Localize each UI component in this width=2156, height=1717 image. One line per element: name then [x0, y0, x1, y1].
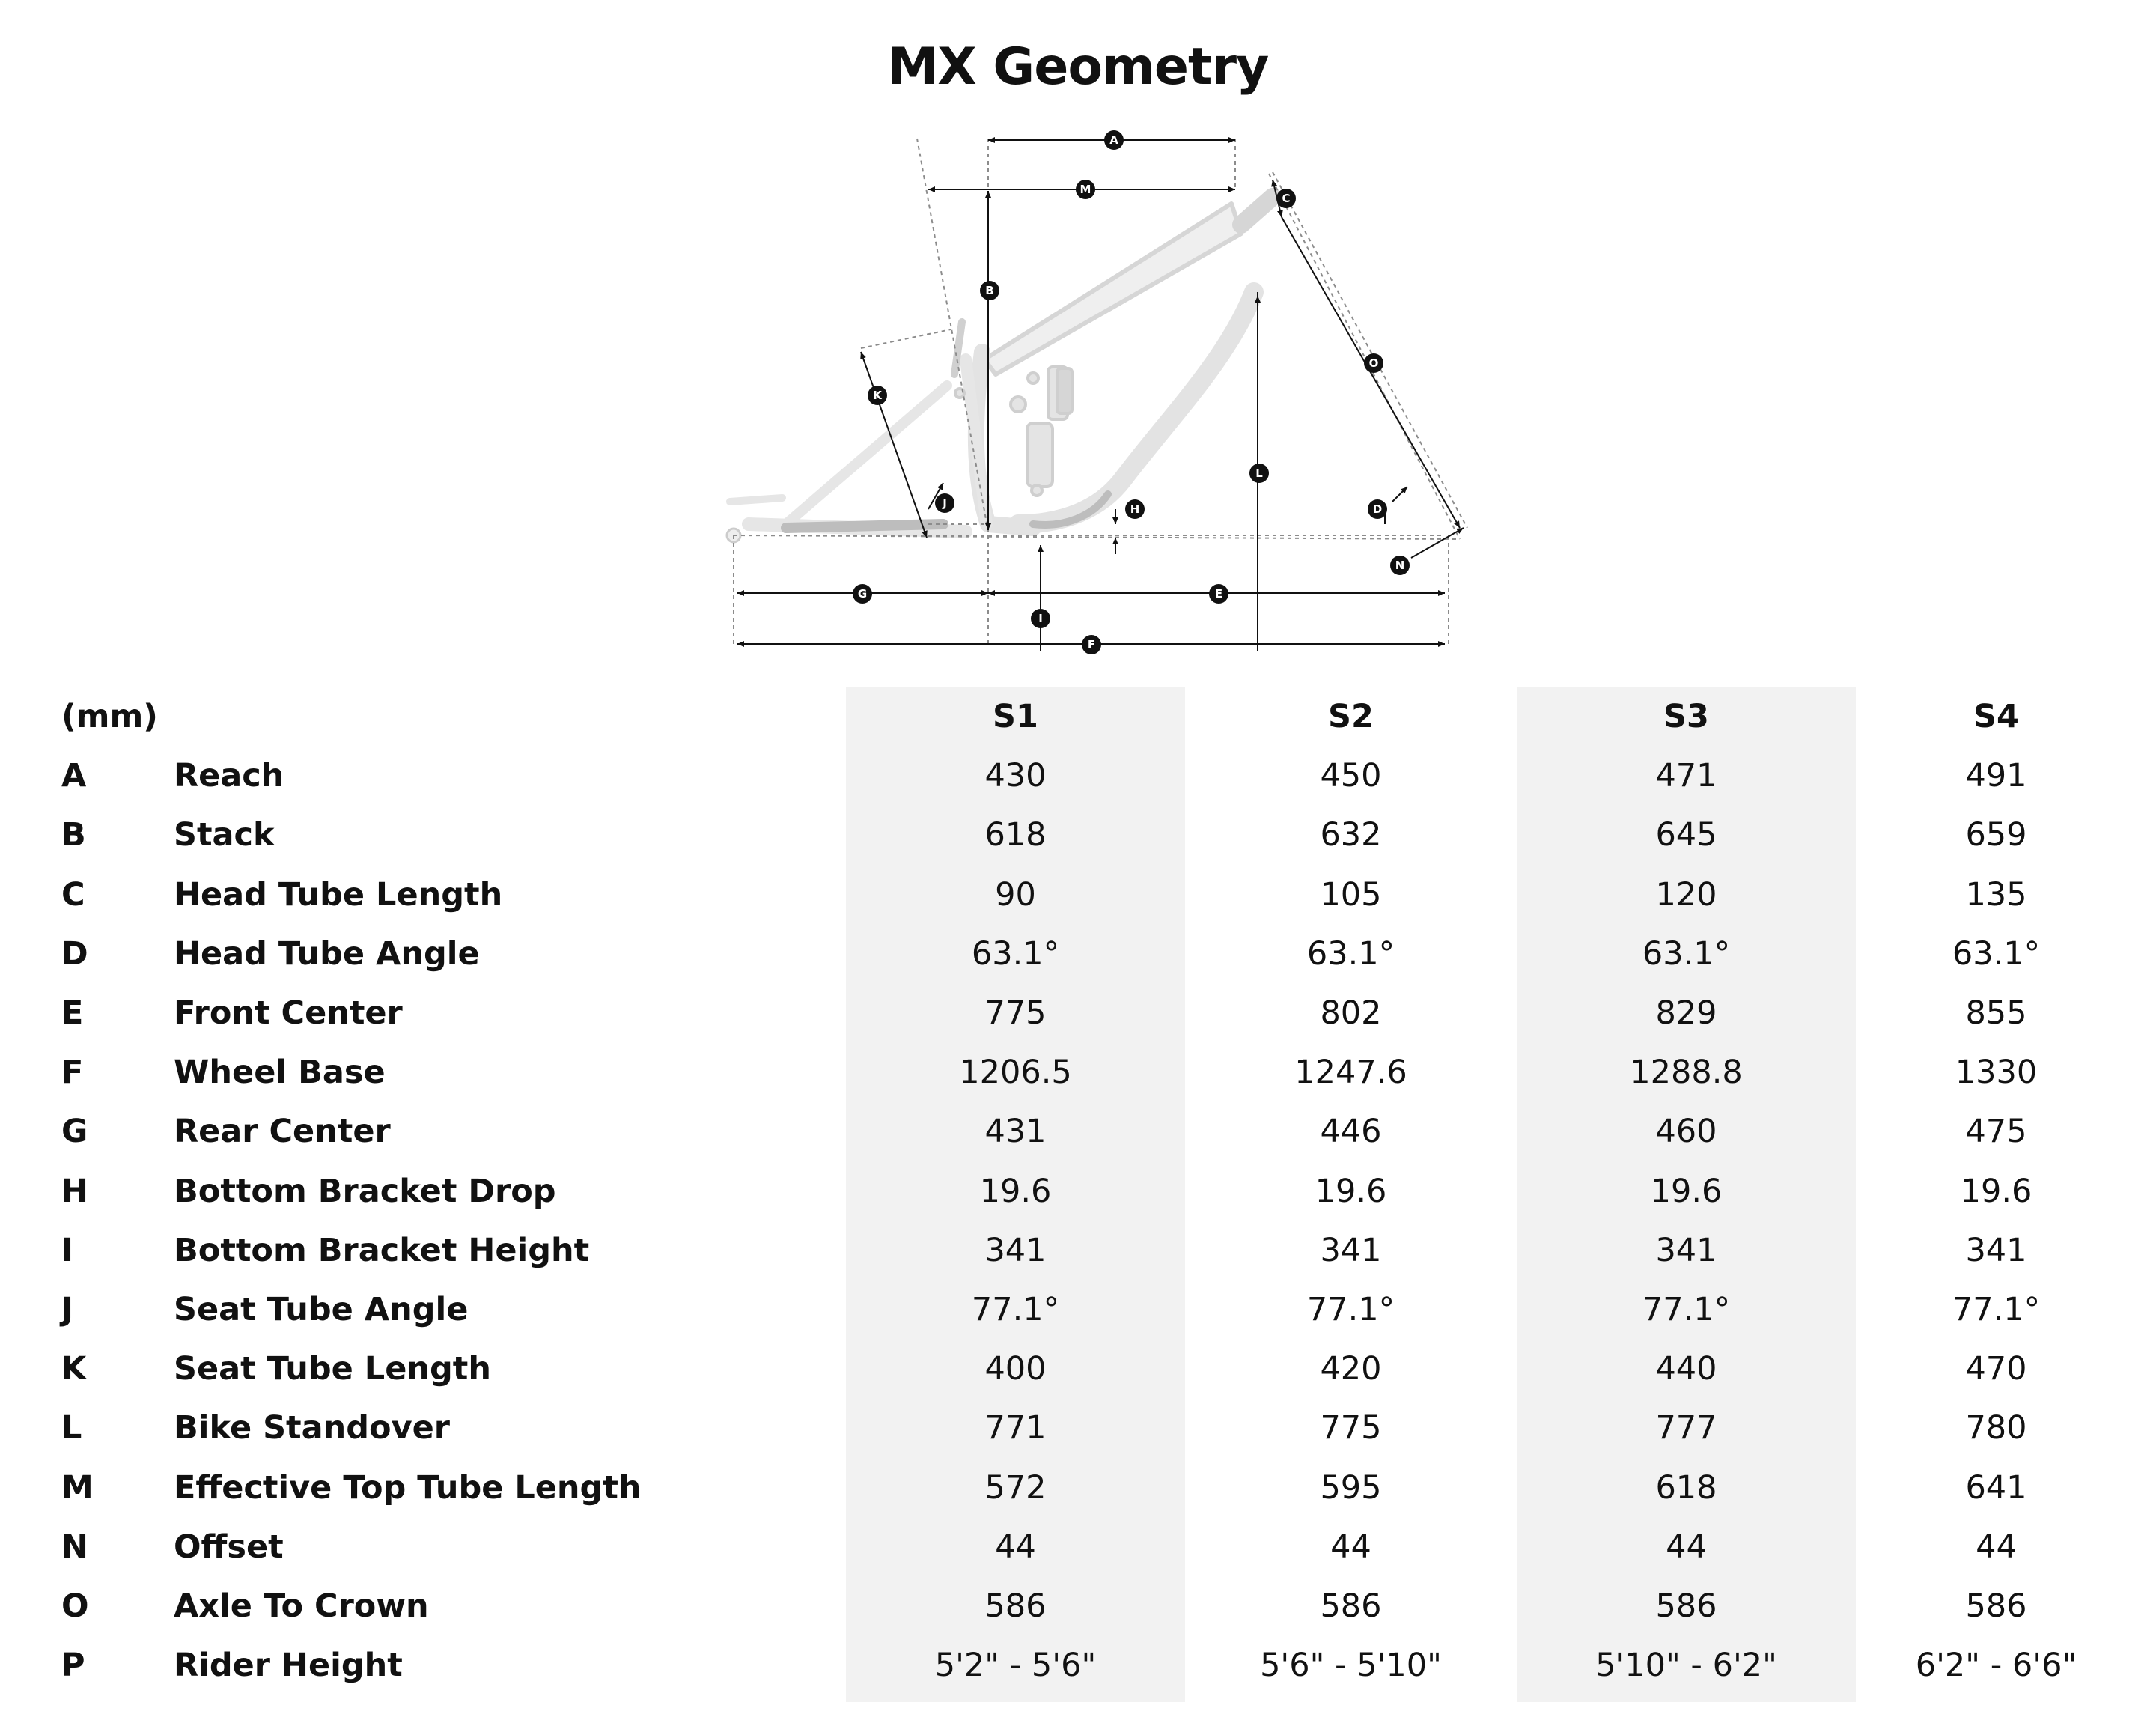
svg-text:E: E: [1214, 587, 1223, 601]
dimension-code: D: [61, 935, 88, 973]
value-s2: 77.1°: [1306, 1291, 1395, 1328]
value-s2: 595: [1320, 1469, 1382, 1507]
value-s4: 63.1°: [1952, 935, 2041, 973]
size-header-s1: S1: [993, 698, 1038, 735]
value-s3: 777: [1655, 1409, 1717, 1447]
svg-text:K: K: [873, 389, 882, 402]
dimension-code: G: [61, 1113, 88, 1150]
svg-text:M: M: [1079, 183, 1091, 196]
unit-header: (mm): [61, 698, 158, 735]
value-s2: 420: [1320, 1350, 1382, 1388]
size-header-s2: S2: [1328, 698, 1374, 735]
value-s3: 44: [1666, 1528, 1707, 1566]
value-s2: 341: [1320, 1232, 1382, 1269]
table-row: [0, 1636, 2156, 1695]
dimension-name: Reach: [174, 757, 284, 794]
table-row: [0, 1162, 2156, 1221]
value-s4: 780: [1965, 1409, 2027, 1447]
value-s4: 475: [1965, 1113, 2027, 1150]
dimension-code: M: [61, 1469, 94, 1507]
dimension-name: Axle To Crown: [174, 1587, 429, 1625]
value-s3: 829: [1655, 994, 1717, 1032]
value-s2: 105: [1320, 876, 1382, 914]
dimension-name: Offset: [174, 1528, 284, 1566]
dimension-code: A: [61, 757, 87, 794]
value-s1: 400: [984, 1350, 1047, 1388]
value-s1: 431: [984, 1113, 1047, 1150]
value-s4: 341: [1965, 1232, 2027, 1269]
value-s1: 63.1°: [971, 935, 1060, 973]
dimension-name: Bottom Bracket Height: [174, 1232, 590, 1269]
value-s4: 77.1°: [1952, 1291, 2041, 1328]
value-s1: 77.1°: [971, 1291, 1060, 1328]
table-row: [0, 866, 2156, 925]
dimension-name: Wheel Base: [174, 1054, 386, 1091]
label-n: [1390, 556, 1410, 575]
value-s2: 19.6: [1315, 1173, 1387, 1210]
value-s1: 775: [984, 994, 1047, 1032]
dimension-name: Bike Standover: [174, 1409, 450, 1447]
dimension-name: Seat Tube Length: [174, 1350, 491, 1388]
value-s1: 5'2" - 5'6": [934, 1647, 1097, 1684]
dimension-name: Stack: [174, 816, 275, 854]
value-s1: 430: [984, 757, 1047, 794]
dimension-code: H: [61, 1173, 88, 1210]
label-b: [980, 281, 999, 300]
dimension-code: K: [61, 1350, 87, 1388]
label-k: [868, 386, 887, 405]
value-s3: 645: [1655, 816, 1717, 854]
table-row: [0, 1280, 2156, 1340]
table-row: [0, 1102, 2156, 1161]
value-s3: 77.1°: [1642, 1291, 1731, 1328]
value-s2: 446: [1320, 1113, 1382, 1150]
value-s2: 1247.6: [1294, 1054, 1407, 1091]
value-s3: 5'10" - 6'2": [1595, 1647, 1777, 1684]
label-e: [1209, 584, 1228, 604]
value-s4: 19.6: [1960, 1173, 2032, 1210]
value-s2: 586: [1320, 1587, 1382, 1625]
svg-text:O: O: [1368, 356, 1379, 370]
value-s4: 6'2" - 6'6": [1915, 1647, 2077, 1684]
value-s4: 641: [1965, 1469, 2027, 1507]
dimension-name: Front Center: [174, 994, 403, 1032]
value-s3: 618: [1655, 1469, 1717, 1507]
value-s4: 135: [1965, 876, 2027, 914]
bike-geometry-diagram: [0, 0, 2156, 666]
value-s3: 440: [1655, 1350, 1717, 1388]
dimension-name: Seat Tube Angle: [174, 1291, 469, 1328]
label-d: [1368, 499, 1387, 519]
svg-text:A: A: [1109, 133, 1118, 147]
value-s2: 632: [1320, 816, 1382, 854]
label-i: [1031, 609, 1050, 628]
table-row: [0, 984, 2156, 1043]
dimension-code: F: [61, 1054, 84, 1091]
bike-frame: [730, 197, 1273, 532]
table-row: [0, 1577, 2156, 1636]
table-row: [0, 1340, 2156, 1399]
svg-text:F: F: [1087, 638, 1096, 651]
dimension-lines: [737, 140, 1464, 651]
reference-lines: [734, 139, 1467, 644]
label-l: [1249, 464, 1269, 483]
value-s1: 1206.5: [959, 1054, 1072, 1091]
label-h: [1125, 499, 1145, 519]
value-s3: 586: [1655, 1587, 1717, 1625]
svg-text:C: C: [1282, 192, 1291, 205]
value-s3: 1288.8: [1630, 1054, 1743, 1091]
value-s3: 471: [1655, 757, 1717, 794]
value-s4: 659: [1965, 816, 2027, 854]
table-row: [0, 1221, 2156, 1280]
value-s4: 586: [1965, 1587, 2027, 1625]
dimension-code: J: [61, 1291, 73, 1328]
dimension-code: O: [61, 1587, 89, 1625]
table-row: [0, 806, 2156, 865]
table-row: [0, 1459, 2156, 1518]
value-s2: 450: [1320, 757, 1382, 794]
value-s2: 775: [1320, 1409, 1382, 1447]
dimension-code: E: [61, 994, 84, 1032]
dimension-code: I: [61, 1232, 73, 1269]
value-s3: 63.1°: [1642, 935, 1731, 973]
svg-text:L: L: [1255, 467, 1263, 480]
svg-text:J: J: [943, 496, 947, 510]
value-s3: 460: [1655, 1113, 1717, 1150]
page-title: MX Geometry: [887, 37, 1269, 97]
svg-text:I: I: [1038, 612, 1043, 625]
label-a: [1104, 130, 1124, 150]
dimension-code: L: [61, 1409, 82, 1447]
dimension-name: Effective Top Tube Length: [174, 1469, 642, 1507]
table-row: [0, 925, 2156, 984]
label-c: [1276, 189, 1296, 208]
value-s3: 120: [1655, 876, 1717, 914]
label-o: [1364, 353, 1383, 373]
value-s4: 491: [1965, 757, 2027, 794]
value-s3: 341: [1655, 1232, 1717, 1269]
svg-text:N: N: [1395, 559, 1405, 572]
dimension-code: C: [61, 876, 85, 914]
value-s1: 618: [984, 816, 1047, 854]
value-s1: 19.6: [979, 1173, 1052, 1210]
dimension-name: Rear Center: [174, 1113, 391, 1150]
dimension-name: Head Tube Length: [174, 876, 503, 914]
dimension-name: Rider Height: [174, 1647, 403, 1684]
dimension-code: N: [61, 1528, 88, 1566]
svg-text:H: H: [1130, 502, 1140, 516]
dimension-name: Bottom Bracket Drop: [174, 1173, 556, 1210]
svg-text:D: D: [1372, 502, 1383, 516]
value-s3: 19.6: [1650, 1173, 1723, 1210]
dimension-code: B: [61, 816, 86, 854]
value-s4: 470: [1965, 1350, 2027, 1388]
value-s4: 44: [1976, 1528, 2017, 1566]
svg-text:B: B: [985, 284, 994, 297]
table-header-row: [0, 687, 2156, 747]
table-row: [0, 747, 2156, 806]
value-s1: 44: [995, 1528, 1036, 1566]
size-header-s3: S3: [1663, 698, 1709, 735]
label-f: [1082, 635, 1101, 654]
value-s4: 855: [1965, 994, 2027, 1032]
table-row: [0, 1399, 2156, 1458]
dimension-name: Head Tube Angle: [174, 935, 480, 973]
table-row: [0, 1518, 2156, 1577]
label-g: [853, 584, 872, 604]
value-s1: 90: [995, 876, 1036, 914]
value-s2: 44: [1330, 1528, 1371, 1566]
value-s1: 586: [984, 1587, 1047, 1625]
value-s4: 1330: [1955, 1054, 2038, 1091]
value-s1: 572: [984, 1469, 1047, 1507]
value-s2: 5'6" - 5'10": [1260, 1647, 1442, 1684]
label-j: [935, 493, 954, 513]
value-s2: 63.1°: [1306, 935, 1395, 973]
dimension-code: P: [61, 1647, 85, 1684]
value-s1: 771: [984, 1409, 1047, 1447]
table-row: [0, 1043, 2156, 1102]
svg-text:G: G: [857, 587, 868, 601]
value-s2: 802: [1320, 994, 1382, 1032]
value-s1: 341: [984, 1232, 1047, 1269]
label-m: [1076, 180, 1095, 199]
size-header-s4: S4: [1973, 698, 2019, 735]
